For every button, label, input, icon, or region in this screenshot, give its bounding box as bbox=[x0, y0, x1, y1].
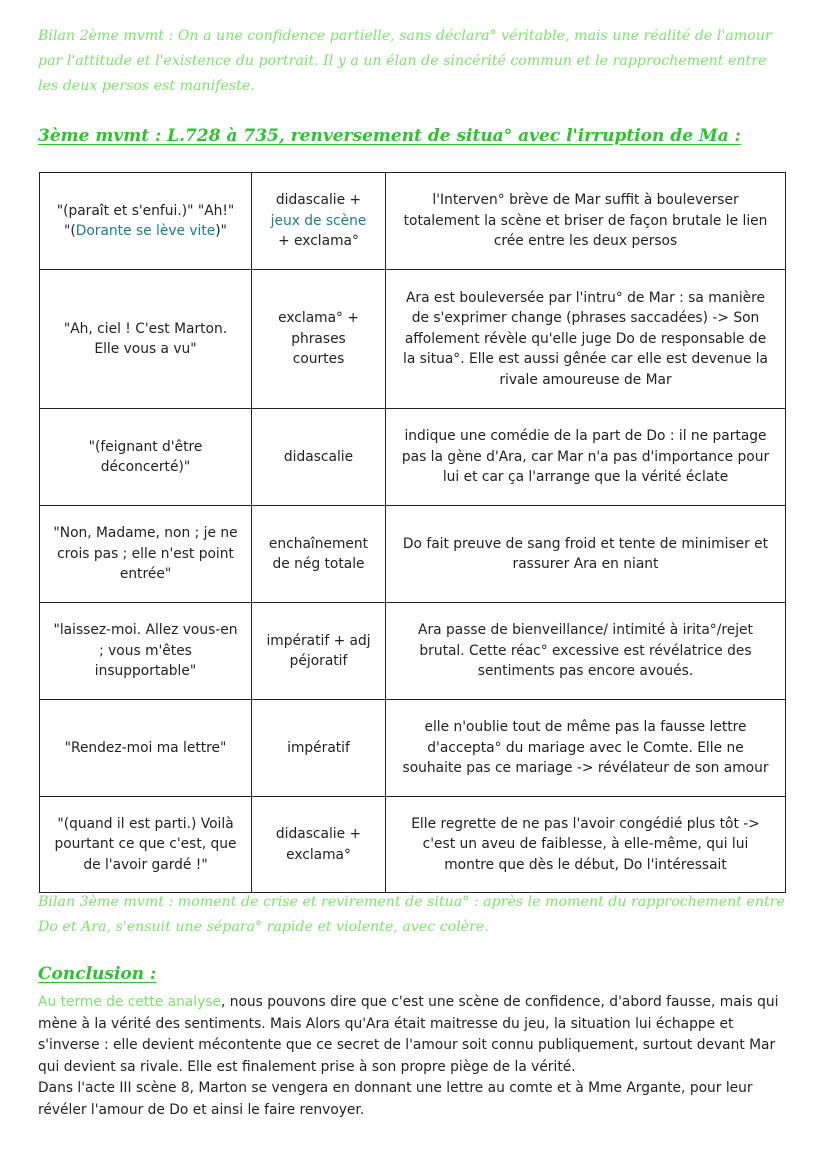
quote-cell: "laissez-moi. Allez vous-en ; vous m'êtes insupportable" bbox=[40, 603, 252, 700]
conclusion-title: Conclusion : bbox=[38, 964, 157, 984]
table-row bbox=[40, 797, 786, 893]
procedure-cell: enchaînement de nég totale bbox=[252, 506, 386, 603]
procedure-cell: exclama° + phrases courtes bbox=[252, 270, 386, 409]
conclusion-paragraph: Au terme de cette analyse, nous pouvons dire que c'est une scène de confidence, d'abord fausse, mais qui mène à la vérité des sentiments. Mais Alors qu'Ara était maitresse du jeu, la situation lui échappe et s'inverse : elle devient mécontente que ce secret de l'amour soit connu publiquement, surtout devant Mar qui devient sa rivale. Elle est finalement prise à son propre piège de la vérité. bbox=[38, 994, 779, 1075]
procedure-cell: didascalie + exclama° bbox=[252, 797, 386, 893]
analysis-cell: Ara est bouleversée par l'intru° de Mar : sa manière de s'exprimer change (phrases saccadées) -> Son affolement révèle qu'elle juge Do de responsable de la situa°. Elle est aussi gênée car elle est devenue la rivale amoureuse de Mar bbox=[386, 270, 786, 409]
analysis-cell: indique une comédie de la part de Do : il ne partage pas la gène d'Ara, car Mar n'a pas d'importance pour lui et car ça l'arrange que la vérité éclate bbox=[386, 409, 786, 506]
quote-cell: "Ah, ciel ! C'est Marton. Elle vous a vu" bbox=[40, 270, 252, 409]
table-row bbox=[40, 506, 786, 603]
analysis-table bbox=[39, 172, 786, 893]
procedure-cell: impératif bbox=[252, 700, 386, 797]
quote-cell: "Rendez-moi ma lettre" bbox=[40, 700, 252, 797]
section-title: 3ème mvmt : L.728 à 735, renversement de situa° avec l'irruption de Ma : bbox=[38, 126, 741, 146]
quote-cell: "(paraît et s'enfui.)" "Ah!" "(Dorante se lève vite)" bbox=[40, 173, 252, 270]
procedure-cell: didascalie bbox=[252, 409, 386, 506]
procedure-cell: didascalie + jeux de scène + exclama° bbox=[252, 173, 386, 270]
table-row bbox=[40, 270, 786, 409]
conclusion-paragraph: Dans l'acte III scène 8, Marton se vengera en donnant une lettre au comte et à Mme Argante, pour leur révéler l'amour de Do et ainsi le faire renvoyer. bbox=[38, 1080, 753, 1118]
analysis-cell: Elle regrette de ne pas l'avoir congédié plus tôt -> c'est un aveu de faiblesse, à elle-même, qui lui montre que dès le début, Do l'intéressait bbox=[386, 797, 786, 893]
table-row bbox=[40, 409, 786, 506]
analysis-cell: l'Interven° brève de Mar suffit à bouleverser totalement la scène et briser de façon brutale le lien crée entre les deux persos bbox=[386, 173, 786, 270]
quote-cell: "(quand il est parti.) Voilà pourtant ce que c'est, que de l'avoir gardé !" bbox=[40, 797, 252, 893]
procedure-cell: impératif + adj péjoratif bbox=[252, 603, 386, 700]
quote-cell: "Non, Madame, non ; je ne crois pas ; elle n'est point entrée" bbox=[40, 506, 252, 603]
bilan-2-note: Bilan 2ème mvmt : On a une confidence partielle, sans déclara° véritable, mais une réalité de l'amour par l'attitude et l'existence du portrait. Il y a un élan de sincérité commun et le rapprochement entre les deux persos est manifeste. bbox=[38, 28, 772, 94]
bilan-3-note: Bilan 3ème mvmt : moment de crise et revirement de situa° : après le moment du rapprochement entre Do et Ara, s'ensuit une sépara° rapide et violente, avec colère. bbox=[38, 894, 785, 935]
analysis-cell: Ara passe de bienveillance/ intimité à irita°/rejet brutal. Cette réac° excessive est révélatrice des sentiments pas encore avoués. bbox=[386, 603, 786, 700]
quote-cell: "(feignant d'être déconcerté)" bbox=[40, 409, 252, 506]
table-row bbox=[40, 603, 786, 700]
analysis-cell: elle n'oublie tout de même pas la fausse lettre d'accepta° du mariage avec le Comte. Elle ne souhaite pas ce mariage -> révélateur de son amour bbox=[386, 700, 786, 797]
table-row bbox=[40, 173, 786, 270]
analysis-cell: Do fait preuve de sang froid et tente de minimiser et rassurer Ara en niant bbox=[386, 506, 786, 603]
conclusion-text bbox=[38, 992, 794, 1121]
table-row bbox=[40, 700, 786, 797]
